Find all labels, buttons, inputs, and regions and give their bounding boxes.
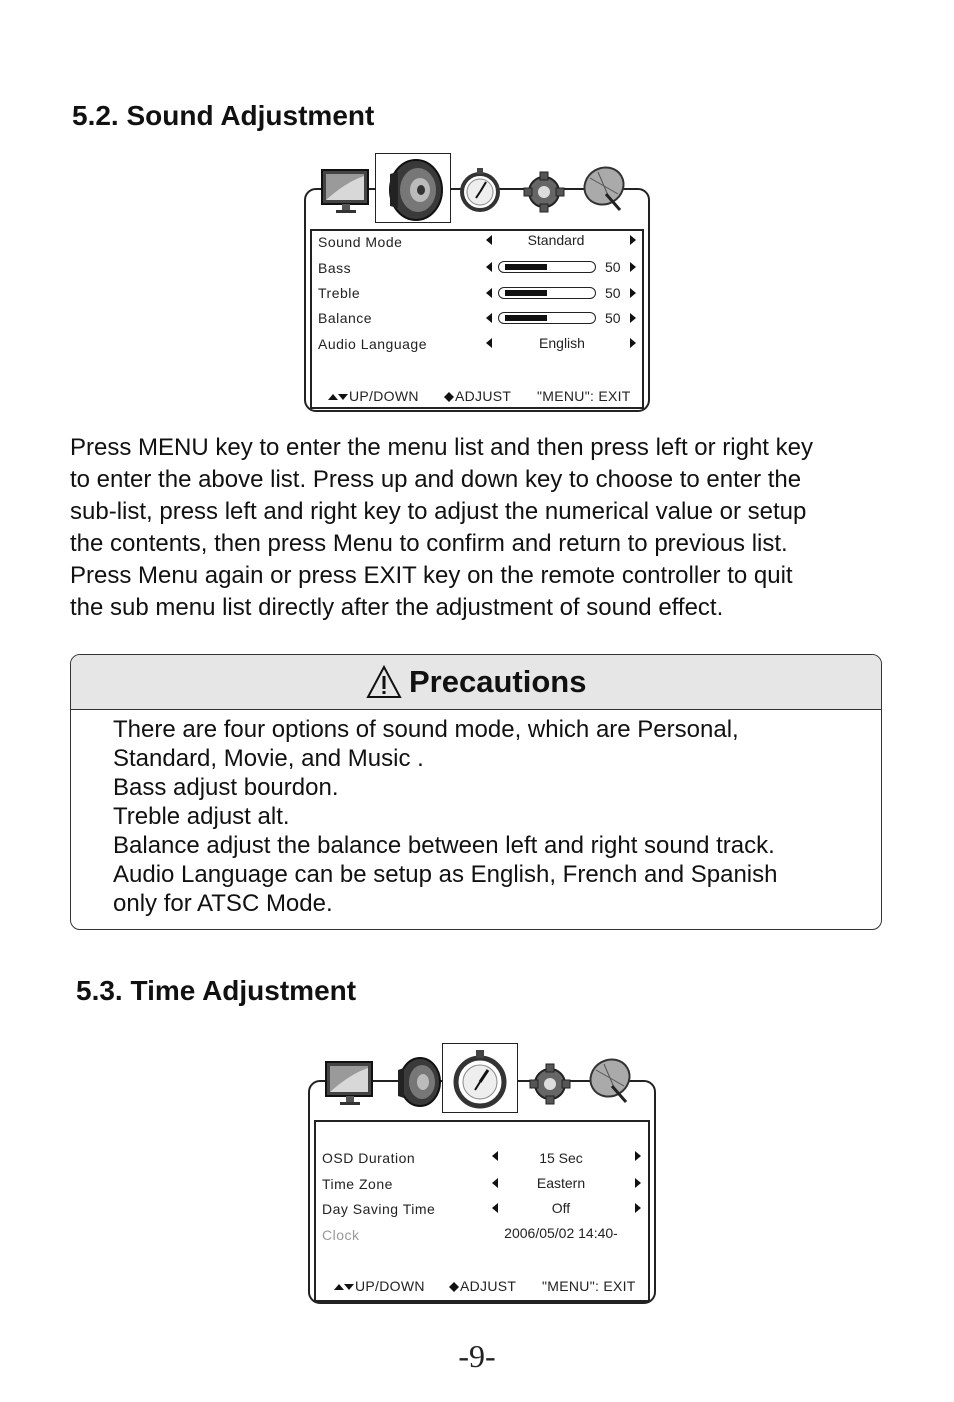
gear-icon [520, 1052, 584, 1114]
sound-mode-value: Standard [527, 232, 585, 248]
page-number: -9- [458, 1338, 496, 1374]
down-arrow-icon [338, 394, 348, 400]
precaution-line: Treble adjust alt. [113, 803, 290, 830]
bass-slider[interactable] [498, 261, 596, 273]
sound-mode-left-arrow[interactable] [486, 235, 492, 245]
day-saving-time-right-arrow[interactable] [635, 1203, 641, 1213]
instructions-line: the contents, then press Menu to confirm and return to previous list. [70, 530, 788, 557]
day-saving-time-left-arrow[interactable] [492, 1203, 498, 1213]
down-arrow-icon [344, 1284, 354, 1290]
sound-osd-menu [300, 152, 652, 414]
tab-channel[interactable] [576, 160, 640, 222]
right-arrow-icon [449, 392, 454, 402]
instructions-line: sub-list, press left and right key to adjust the numerical value or setup [70, 498, 807, 525]
tab-sound[interactable] [375, 153, 451, 223]
gear-icon [514, 160, 578, 222]
satellite-dish-icon [582, 1052, 646, 1114]
treble-left-arrow[interactable] [486, 288, 492, 298]
bass-value: 50 [605, 259, 621, 275]
precautions-box [70, 654, 882, 930]
treble-slider[interactable] [498, 287, 596, 299]
clock-value: 2006/05/02 14:40- [504, 1225, 618, 1241]
time-zone-label: Time Zone [322, 1176, 393, 1192]
precautions-title: Precautions [409, 664, 587, 699]
stopwatch-icon [450, 160, 514, 222]
sound-osd-footer-adjust: ADJUST [444, 388, 511, 404]
time-osd-footer-adjust: ADJUST [449, 1278, 516, 1294]
audio-language-label: Audio Language [318, 336, 427, 352]
sound-osd-footer-exit: "MENU": EXIT [537, 388, 631, 404]
tab-picture[interactable] [316, 160, 380, 222]
treble-label: Treble [318, 285, 361, 301]
bass-left-arrow[interactable] [486, 262, 492, 272]
instructions-line: Press MENU key to enter the menu list and then press left or right key [70, 434, 813, 461]
precautions-header [71, 655, 881, 710]
day-saving-time-label: Day Saving Time [322, 1201, 436, 1217]
tab-channel[interactable] [582, 1052, 646, 1114]
time-osd-menu [306, 1042, 658, 1306]
balance-slider[interactable] [498, 312, 596, 324]
balance-right-arrow[interactable] [630, 313, 636, 323]
speaker-icon [376, 154, 450, 222]
tab-time[interactable] [442, 1043, 518, 1113]
osd-duration-right-arrow[interactable] [635, 1151, 641, 1161]
balance-value: 50 [605, 310, 621, 326]
precaution-line: There are four options of sound mode, which are Personal, [113, 716, 739, 743]
time-zone-right-arrow[interactable] [635, 1178, 641, 1188]
tab-setup[interactable] [514, 160, 578, 222]
monitor-icon [316, 160, 380, 222]
time-osd-footer-updown: UP/DOWN [334, 1278, 425, 1294]
precautions-body [113, 715, 853, 918]
audio-language-value: English [539, 335, 585, 351]
up-arrow-icon [328, 394, 338, 400]
precaution-line: Audio Language can be setup as English, French and Spanish [113, 861, 778, 888]
treble-slider-fill [505, 290, 547, 296]
instructions-line: Press Menu again or press EXIT key on the remote controller to quit [70, 562, 793, 589]
audio-language-right-arrow[interactable] [630, 338, 636, 348]
sound-section-title: 5.2. Sound Adjustment [72, 100, 375, 131]
balance-left-arrow[interactable] [486, 313, 492, 323]
instructions-line: to enter the above list. Press up and down key to choose to enter the [70, 466, 802, 493]
bass-right-arrow[interactable] [630, 262, 636, 272]
treble-value: 50 [605, 285, 621, 301]
treble-right-arrow[interactable] [630, 288, 636, 298]
tab-setup[interactable] [520, 1052, 584, 1114]
bass-label: Bass [318, 260, 352, 276]
sound-osd-footer-updown: UP/DOWN [328, 388, 419, 404]
bass-slider-fill [505, 264, 547, 270]
satellite-dish-icon [576, 160, 640, 222]
balance-slider-fill [505, 315, 547, 321]
precaution-line: Bass adjust bourdon. [113, 774, 339, 801]
precaution-line: Standard, Movie, and Music . [113, 745, 424, 772]
osd-duration-left-arrow[interactable] [492, 1151, 498, 1161]
day-saving-time-value: Off [551, 1200, 571, 1216]
tab-picture[interactable] [320, 1052, 384, 1114]
time-zone-left-arrow[interactable] [492, 1178, 498, 1188]
clock-label: Clock [322, 1227, 360, 1243]
warning-icon [366, 665, 402, 699]
osd-duration-value: 15 Sec [539, 1150, 583, 1166]
audio-language-left-arrow[interactable] [486, 338, 492, 348]
sound-mode-right-arrow[interactable] [630, 235, 636, 245]
monitor-icon [320, 1052, 384, 1114]
right-arrow-icon [454, 1282, 459, 1292]
time-section-title: 5.3. Time Adjustment [76, 975, 357, 1006]
precaution-line: Balance adjust the balance between left and right sound track. [113, 832, 775, 859]
balance-label: Balance [318, 310, 373, 326]
osd-duration-label: OSD Duration [322, 1150, 416, 1166]
stopwatch-icon [443, 1044, 517, 1112]
up-arrow-icon [334, 1284, 344, 1290]
time-zone-value: Eastern [536, 1175, 586, 1191]
tab-time[interactable] [450, 160, 514, 222]
precaution-line: only for ATSC Mode. [113, 890, 333, 917]
sound-mode-label: Sound Mode [318, 234, 403, 250]
instructions-paragraph [70, 432, 900, 624]
time-osd-footer-exit: "MENU": EXIT [542, 1278, 636, 1294]
instructions-line: the sub menu list directly after the adjustment of sound effect. [70, 594, 724, 621]
